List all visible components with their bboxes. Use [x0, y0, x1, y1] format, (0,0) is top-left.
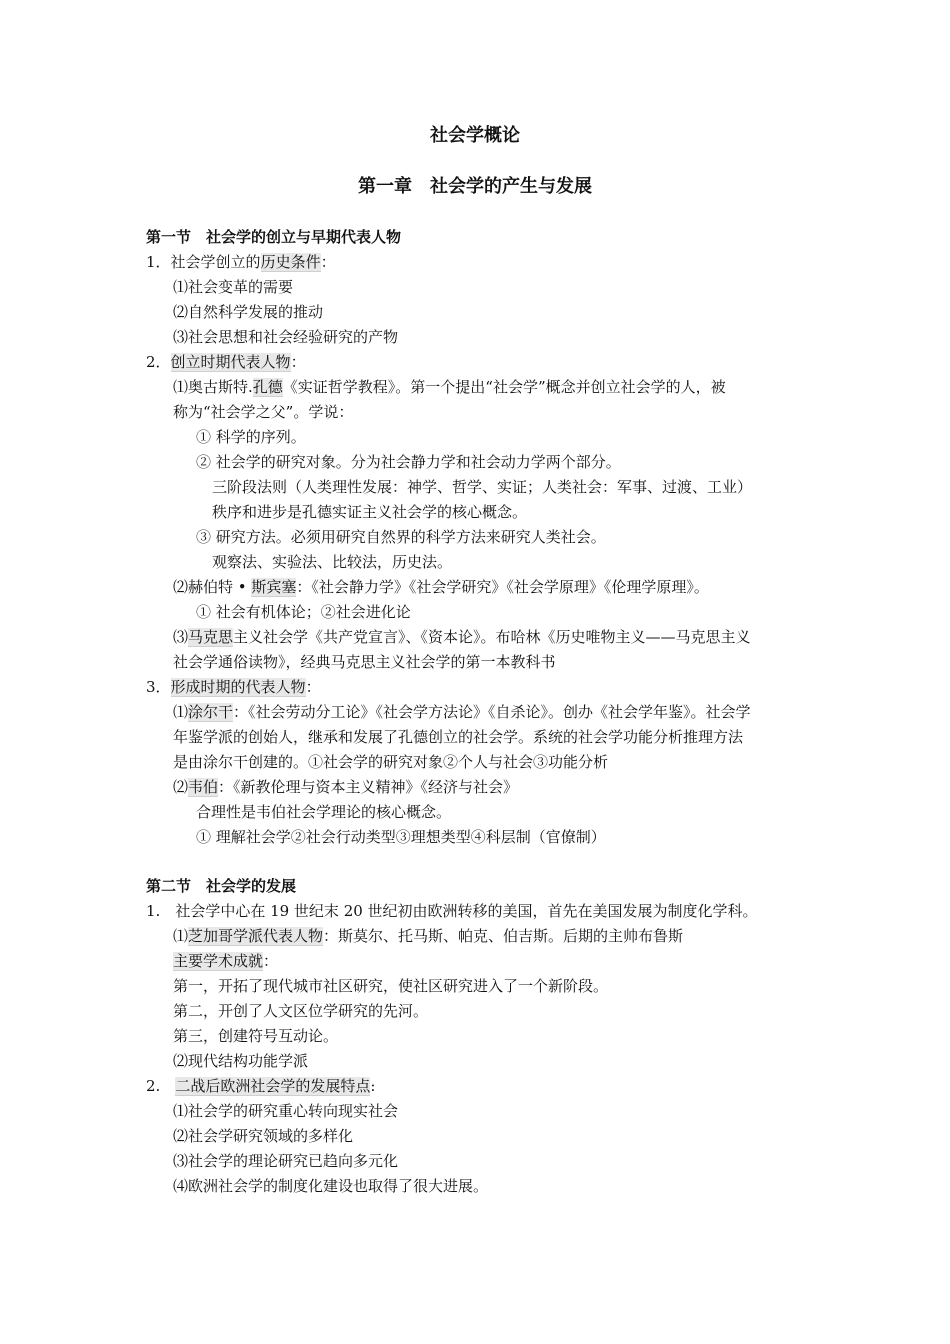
section-number: 第一节 [146, 228, 192, 246]
item-text: 社会学创立的 [170, 253, 261, 271]
item-text: ⑵ [173, 778, 189, 796]
item-text: ：《社会劳动分工论》《社会学方法论》《自杀论》。创办《社会学年鉴》。社会学 [233, 703, 751, 721]
paragraph-line [173, 951, 278, 971]
item-number: 3． [146, 678, 171, 696]
highlight: 主要学术成就 [173, 952, 264, 970]
paragraph-line: 三阶段法则（人类理性发展：神学、哲学、实证；人类社会：军事、过渡、工业） [212, 478, 753, 496]
paragraph-line: 合理性是韦伯社会学理论的核心概念。 [196, 803, 452, 821]
list-item [146, 677, 321, 697]
highlight: 创立时期代表人物 [170, 353, 291, 371]
paragraph-line: 社会学通俗读物》，经典马克思主义社会学的第一本教科书 [173, 653, 556, 671]
item-text: ⑴ [173, 927, 189, 945]
section-title: 社会学的发展 [206, 877, 297, 895]
highlight: 芝加哥学派代表人物 [188, 927, 324, 945]
item-number: 2． [146, 353, 171, 371]
item-text: ⑶ [173, 628, 189, 646]
highlight: 斯宾塞 [251, 578, 297, 596]
paragraph-line [173, 577, 709, 597]
list-item [146, 352, 306, 372]
paragraph-line [173, 702, 751, 722]
list-item: ⑵社会学研究领域的多样化 [173, 1127, 354, 1145]
item-text: 主义社会学《共产党宣言》、《资本论》。布哈林《历史唯物主义——马克思主义 [233, 628, 751, 646]
paragraph-line [173, 926, 683, 946]
highlight: 形成时期的代表人物 [170, 678, 306, 696]
item-number: 2. [146, 1077, 161, 1095]
list-item: ⑷欧洲社会学的制度化建设也取得了很大进展。 [173, 1177, 489, 1195]
list-item [146, 901, 758, 921]
paragraph-line: 是由涂尔干创建的。①社会学的研究对象②个人与社会③功能分析 [173, 753, 609, 771]
highlight: 马克思 [188, 628, 234, 646]
paragraph-line: 年鉴学派的创始人，继承和发展了孔德创立的社会学。系统的社会学功能分析推理方法 [173, 728, 744, 746]
highlight: 孔德 [252, 378, 283, 396]
list-item: ② 社会学的研究对象。分为社会静力学和社会动力学两个部分。 [196, 453, 621, 471]
item-text: ⑴奥古斯特. [173, 378, 253, 396]
list-item: ① 社会有机体论；②社会进化论 [196, 603, 411, 621]
item-number: 1． [146, 253, 171, 271]
section-heading [146, 876, 296, 896]
paragraph-line: 称为“社会学之父”。学说： [173, 403, 354, 421]
list-item: ⑴社会学的研究重心转向现实社会 [173, 1102, 399, 1120]
chapter-title: 第一章 社会学的产生与发展 [358, 176, 592, 197]
list-item: ⑶社会思想和社会经验研究的产物 [173, 328, 399, 346]
list-item: ⑵自然科学发展的推动 [173, 303, 324, 321]
section-title: 社会学的创立与早期代表人物 [206, 228, 402, 246]
document-title: 社会学概论 [430, 125, 520, 146]
item-text: ： [320, 253, 336, 271]
item-number: 1. [146, 902, 161, 920]
paragraph-line: 第三，创建符号互动论。 [173, 1027, 339, 1045]
item-text: ：斯莫尔、托马斯、帕克、伯吉斯。后期的主帅布鲁斯 [323, 927, 684, 945]
item-text: ：《社会静力学》《社会学研究》《社会学原理》《伦理学原理》。 [296, 578, 709, 596]
section-number: 第二节 [146, 877, 192, 895]
item-text: ： [290, 353, 306, 371]
paragraph-line: 第一，开拓了现代城市社区研究，使社区研究进入了一个新阶段。 [173, 977, 609, 995]
item-text: ： [263, 952, 279, 970]
item-text: ：《新教伦理与资本主义精神》《经济与社会》 [218, 778, 519, 796]
highlight: 二战后欧洲社会学的发展特点 [175, 1077, 371, 1095]
list-item [146, 1076, 375, 1096]
list-item: ① 科学的序列。 [196, 428, 306, 446]
item-text: ： [305, 678, 321, 696]
item-text: ⑴ [173, 703, 189, 721]
highlight: 历史条件 [260, 253, 321, 271]
paragraph-line [173, 777, 518, 797]
item-text: ⑵赫伯特 • [173, 578, 252, 596]
list-item: ⑶社会学的理论研究已趋向多元化 [173, 1152, 399, 1170]
list-item: ① 理解社会学②社会行动类型③理想类型④科层制（官僚制） [196, 828, 606, 846]
paragraph-line: 观察法、实验法、比较法，历史法。 [212, 553, 453, 571]
highlight: 涂尔干 [188, 703, 234, 721]
item-text: : [370, 1077, 376, 1095]
list-item: ③ 研究方法。必须用研究自然界的科学方法来研究人类社会。 [196, 528, 606, 546]
highlight: 韦伯 [188, 778, 219, 796]
list-item [146, 252, 336, 272]
item-text: 《实证哲学教程》。第一个提出“社会学”概念并创立社会学的人，被 [282, 378, 726, 396]
paragraph-line: 秩序和进步是孔德实证主义社会学的核心概念。 [212, 503, 528, 521]
list-item: ⑵现代结构功能学派 [173, 1052, 309, 1070]
paragraph-line [173, 377, 726, 397]
paragraph-line: 第二，开创了人文区位学研究的先河。 [173, 1002, 429, 1020]
item-text: 社会学中心在 19 世纪末 20 世纪初由欧洲转移的美国，首先在美国发展为制度化学科。 [175, 902, 758, 920]
paragraph-line [173, 627, 751, 647]
list-item: ⑴社会变革的需要 [173, 278, 294, 296]
section-heading [146, 227, 401, 247]
